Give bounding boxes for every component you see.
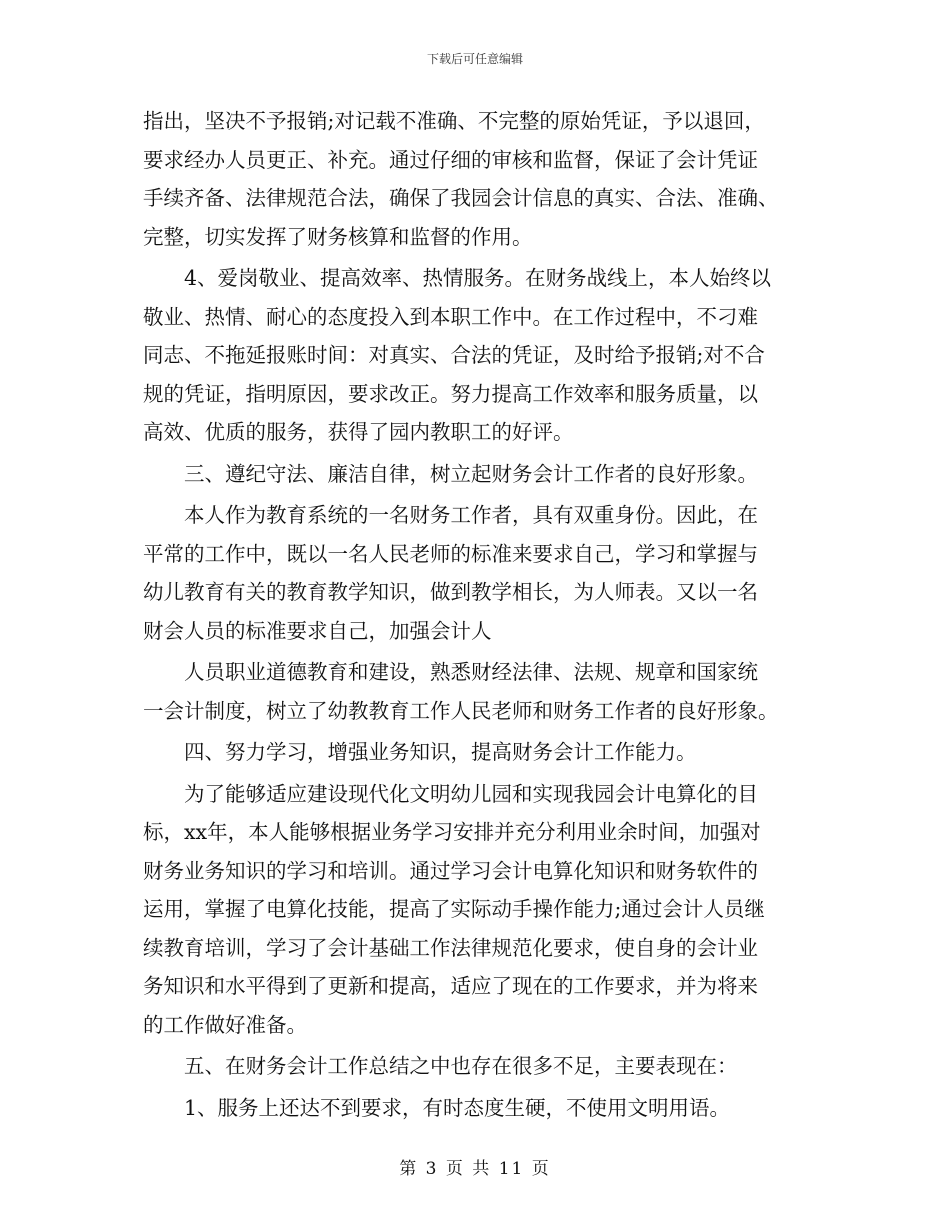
page-header: 下载后可任意编辑 (426, 52, 523, 66)
text-line: 五、在财务会计工作总结之中也存在很多不足，主要表现在： (184, 1054, 738, 1078)
text-line: 手续齐备、法律规范合法，确保了我园会计信息的真实、合法、准确、 (143, 186, 779, 210)
text-line: 人员职业道德教育和建设，熟悉财经法律、法规、规章和国家统 (184, 660, 758, 684)
text-line: 本人作为教育系统的一名财务工作者，具有双重身份。因此，在 (184, 503, 758, 527)
text-line: 敬业、热情、耐心的态度投入到本职工作中。在工作过程中，不刁难 (143, 304, 758, 329)
text-line: 三、遵纪守法、廉洁自律，树立起财务会计工作者的良好形象。 (184, 461, 758, 486)
text-line: 财务业务知识的学习和培训。通过学习会计电算化知识和财务软件的 (143, 858, 758, 883)
paragraph (143, 259, 811, 452)
paragraph (143, 733, 811, 772)
text-line: 4、爱岗敬业、提高效率、热情服务。在财务战线上，本人始终以 (184, 266, 772, 290)
text-line: 完整，切实发挥了财务核算和监督的作用。 (143, 224, 533, 249)
text-line: 平常的工作中，既以一名人民老师的标准来要求自己，学习和掌握与 (143, 541, 758, 566)
paragraph (143, 775, 811, 1045)
paragraph (143, 102, 811, 256)
text-line: 的工作做好准备。 (143, 1012, 307, 1037)
document-body (143, 102, 811, 1127)
paragraph (143, 1089, 811, 1128)
text-line: 规的凭证，指明原因，要求改正。努力提高工作效率和服务质量，以 (143, 381, 758, 406)
text-line: 同志、不拖延报账时间：对真实、合法的凭证，及时给予报销;对不合 (143, 343, 765, 367)
paragraph (143, 455, 811, 494)
text-line: 续教育培训，学习了会计基础工作法律规范化要求，使自身的会计业 (143, 935, 758, 960)
paragraph (143, 496, 811, 650)
paragraph (143, 653, 811, 730)
text-line: 运用，掌握了电算化技能，提高了实际动手操作能力;通过会计人员继 (143, 897, 765, 921)
text-line: 四、努力学习，增强业务知识，提高财务会计工作能力。 (184, 740, 697, 764)
text-line: 要求经办人员更正、补充。通过仔细的审核和监督，保证了会计凭证 (143, 147, 758, 172)
text-line: 1、服务上还达不到要求，有时态度生硬，不使用文明用语。 (184, 1095, 731, 1120)
text-line: 财会人员的标准要求自己，加强会计人 (143, 618, 492, 643)
text-line: 务知识和水平得到了更新和提高，适应了现在的工作要求，并为将来 (143, 974, 758, 998)
text-line: 幼儿教育有关的教育教学知识，做到教学相长，为人师表。又以一名 (143, 580, 758, 604)
text-line: 指出，坚决不予报销;对记载不准确、不完整的原始凭证，予以退回， (143, 109, 765, 133)
text-line: 一会计制度，树立了幼教教育工作人民老师和财务工作者的良好形象。 (143, 698, 779, 723)
paragraph (143, 1047, 811, 1086)
text-line: 高效、优质的服务，获得了园内教职工的好评。 (143, 420, 574, 444)
text-line: 为了能够适应建设现代化文明幼儿园和实现我园会计电算化的目 (184, 781, 758, 806)
page-footer: 第 3 页 共 11 页 (399, 1159, 551, 1179)
text-line: 标，xx年，本人能够根据业务学习安排并充分利用业余时间，加强对 (143, 820, 761, 844)
